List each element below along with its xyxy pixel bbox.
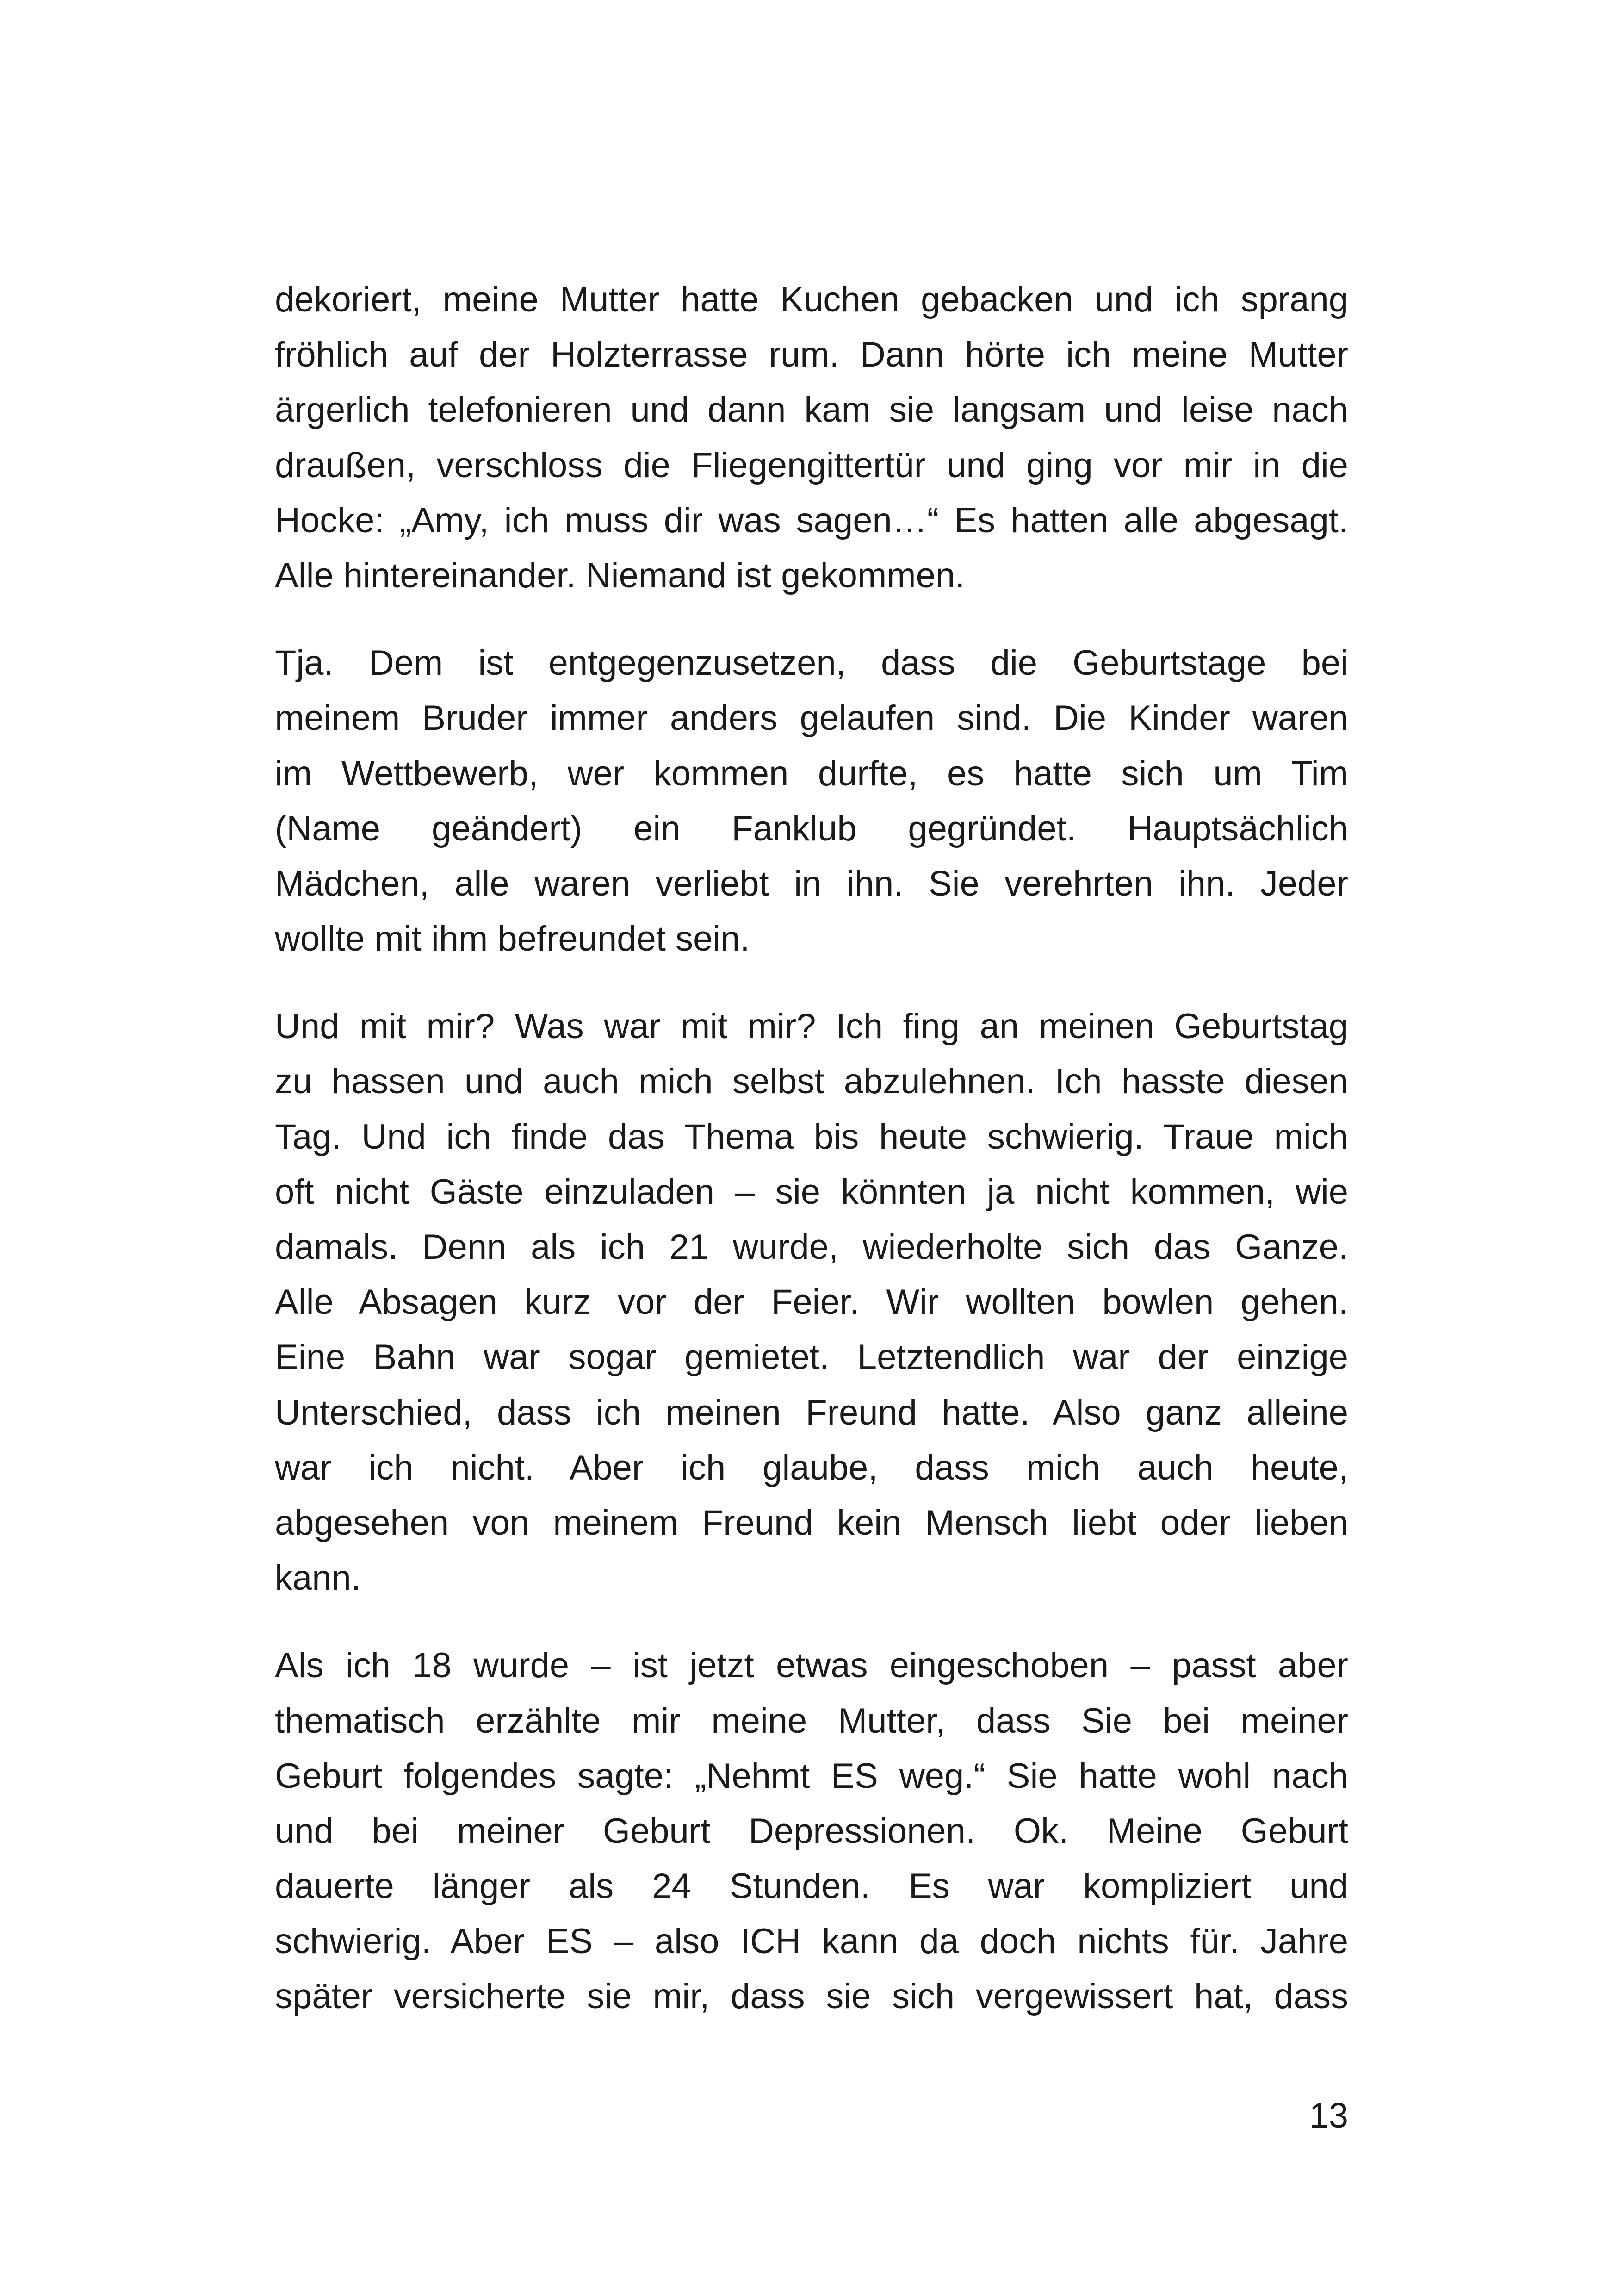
text-line: kann.	[275, 1558, 361, 1598]
text-line: später versicherte sie mir, dass sie sich vergewissert hat, dass	[275, 1977, 1348, 2016]
text-line: Und mit mir? Was war mit mir? Ich fing an meinen Geburtstag	[275, 1007, 1348, 1046]
text-line: Unterschied, dass ich meinen Freund hatte. Also ganz alleine	[275, 1393, 1348, 1432]
text-line: Mädchen, alle waren verliebt in ihn. Sie verehrten ihn. Jeder	[275, 864, 1348, 903]
text-line: Eine Bahn war sogar gemietet. Letztendlich war der einzige	[275, 1338, 1348, 1377]
paragraph	[275, 272, 1348, 603]
text-line: (Name geändert) ein Fanklub gegründet. Hauptsächlich	[275, 809, 1348, 848]
text-line: Hocke: „Amy, ich muss dir was sagen…“ Es hatten alle abgesagt.	[275, 500, 1348, 540]
text-line: dekoriert, meine Mutter hatte Kuchen gebacken und ich sprang	[275, 280, 1348, 319]
text-line: wollte mit ihm befreundet sein.	[275, 919, 750, 959]
text-line: fröhlich auf der Holzterrasse rum. Dann hörte ich meine Mutter	[275, 335, 1348, 375]
text-line: und bei meiner Geburt Depressionen. Ok. Meine Geburt	[275, 1811, 1348, 1851]
text-line: Tja. Dem ist entgegenzusetzen, dass die Geburtstage bei	[275, 643, 1348, 683]
paragraph	[275, 635, 1348, 966]
text-line: schwierig. Aber ES – also ICH kann da doch nichts für. Jahre	[275, 1922, 1348, 1961]
text-line: oft nicht Gäste einzuladen – sie könnten ja nicht kommen, wie	[275, 1172, 1348, 1212]
paragraph	[275, 1638, 1348, 2024]
text-line: Alle hintereinander. Niemand ist gekommen.	[275, 555, 965, 595]
text-line: Tag. Und ich finde das Thema bis heute schwierig. Traue mich	[275, 1117, 1348, 1157]
body-text	[275, 272, 1348, 2024]
text-line: thematisch erzählte mir meine Mutter, dass Sie bei meiner	[275, 1701, 1348, 1741]
text-line: Alle Absagen kurz vor der Feier. Wir wollten bowlen gehen.	[275, 1282, 1348, 1322]
text-line: ärgerlich telefonieren und dann kam sie langsam und leise nach	[275, 390, 1348, 430]
page-number: 13	[1309, 2096, 1348, 2135]
text-line: abgesehen von meinem Freund kein Mensch liebt oder lieben	[275, 1503, 1348, 1543]
paragraph	[275, 999, 1348, 1605]
text-line: Als ich 18 wurde – ist jetzt etwas eingeschoben – passt aber	[275, 1646, 1348, 1686]
text-line: dauerte länger als 24 Stunden. Es war kompliziert und	[275, 1867, 1348, 1906]
text-line: meinem Bruder immer anders gelaufen sind. Die Kinder waren	[275, 698, 1348, 738]
text-line: zu hassen und auch mich selbst abzulehnen. Ich hasste diesen	[275, 1062, 1348, 1101]
text-line: im Wettbewerb, wer kommen durfte, es hatte sich um Tim	[275, 753, 1348, 793]
text-line: damals. Denn als ich 21 wurde, wiederholte sich das Ganze.	[275, 1227, 1348, 1267]
text-line: Geburt folgendes sagte: „Nehmt ES weg.“ Sie hatte wohl nach	[275, 1756, 1348, 1796]
text-line: draußen, verschloss die Fliegengittertür und ging vor mir in die	[275, 445, 1348, 485]
text-line: war ich nicht. Aber ich glaube, dass mich auch heute,	[275, 1448, 1348, 1487]
